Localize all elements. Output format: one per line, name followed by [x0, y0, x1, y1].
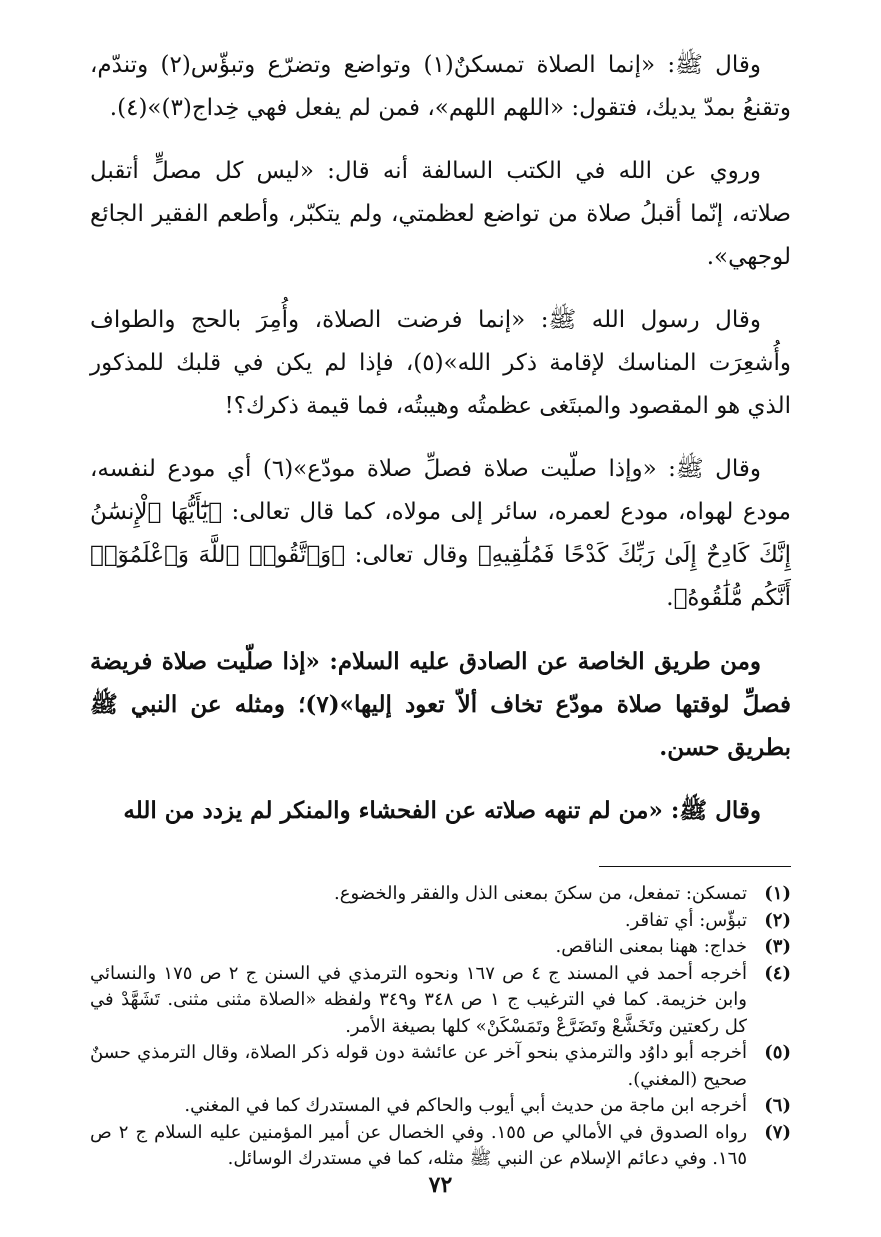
footnote-2 [90, 908, 791, 935]
footnote-number: (٢) [764, 909, 791, 931]
footnote-3 [90, 934, 791, 961]
page-number: ٧٢ [428, 1172, 453, 1198]
footnotes-list [90, 881, 791, 1173]
body-text [90, 44, 791, 832]
footnote-text: تبؤّس: أي تفاقر. [624, 909, 747, 931]
footnote-number: (١) [764, 883, 791, 904]
footnote-separator [599, 866, 791, 867]
paragraph-1: وقال ﷺ: «إنما الصلاة تمسكنٌ(١) وتواضع وتضرّع وتبؤّس(٢) وتندّم، وتقنعُ بمدّ يديك، فتقول: «اللهم اللهم»، فمن لم يفعل فهي خِداج(٣)»(٤). [90, 52, 791, 121]
footnote-text: أخرجه ابن ماجة من حديث أبي أيوب والحاكم في المستدرك كما في المغني. [184, 1095, 747, 1116]
paragraph-4: وقال ﷺ: «وإذا صلّيت صلاة فصلِّ صلاة مودّع»(٦) أي مودع لنفسه، مودع لهواه، مودع لعمره، سائر إلى مولاه، كما قال تعالى: ﴿يَٰٓأَيُّهَا ٱلْإِنسَٰنُ إِنَّكَ كَادِحٌ إِلَىٰ رَبِّكَ كَدْحًا فَمُلَٰقِيهِ﴾ وقال تعالى: ﴿وَٱتَّقُوا۟ ٱللَّهَ وَٱعْلَمُوٓا۟ أَنَّكُم مُّلَٰقُوهُ﴾. [90, 456, 791, 611]
footnote-text: خداج: ههنا بمعنى الناقص. [555, 936, 747, 957]
paragraph-2: وروي عن الله في الكتب السالفة أنه قال: «ليس كل مصلٍّ أتقبل صلاته، إنّما أقبلُ صلاة من تواضع لعظمتي، ولم يتكبّر، وأطعم الفقير الجائع لوجهي». [90, 158, 791, 270]
paragraph-3: وقال رسول الله ﷺ: «إنما فرضت الصلاة، وأُمِرَ بالحج والطواف وأُشعِرَت المناسك لإقامة ذكر الله»(٥)، فإذا لم يكن في قلبك للمذكور الذي هو المقصود والمبتَغى عظمتُه وهيبتُه، فما قيمة ذكرك؟! [90, 307, 791, 419]
footnote-text: أخرجه أبو داوُد والترمذي بنحو آخر عن عائشة دون قوله ذكر الصلاة، وقال الترمذي حسنٌ صحيح (المغني). [90, 1042, 747, 1090]
footnote-7 [90, 1120, 791, 1173]
footnote-4 [90, 961, 791, 1041]
document-page [90, 44, 791, 1197]
footnote-5 [90, 1040, 791, 1093]
footnote-number: (٧) [764, 1121, 791, 1143]
paragraph-5: ومن طريق الخاصة عن الصادق عليه السلام: «إذا صلّيت صلاة فريضة فصلِّ لوقتها صلاة مودّع تخاف ألاّ تعود إليها»(٧)؛ ومثله عن النبي ﷺ بطريق حسن. [90, 648, 791, 761]
footnote-text: تمسكن: تمفعل، من سكنَ بمعنى الذل والفقر والخضوع. [334, 883, 747, 904]
footnote-number: (٤) [764, 962, 791, 984]
paragraph-6: وقال ﷺ: «من لم تنهه صلاته عن الفحشاء والمنكر لم يزدد من الله [123, 797, 761, 824]
footnote-number: (٣) [764, 936, 791, 957]
footnote-number: (٥) [764, 1042, 791, 1063]
footnote-1 [90, 881, 791, 908]
footnote-6 [90, 1093, 791, 1120]
footnote-text: أخرجه أحمد في المسند ج ٤ ص ١٦٧ ونحوه الترمذي في السنن ج ٢ ص ١٧٥ والنسائي وابن خزيمة. كما في الترغيب ج ١ ص ٣٤٨ و٣٤٩ ولفظه «الصلاة مثنى مثنى. تَشَهَّدْ في كل ركعتين وتَخَشَّعْ وتَضَرَّعْ وتَمَسْكَنْ» كلها بصيغة الأمر. [90, 962, 747, 1037]
footnote-number: (٦) [764, 1095, 791, 1116]
footnote-text: رواه الصدوق في الأمالي ص ١٥٥. وفي الخصال عن أمير المؤمنين عليه السلام ج ٢ ص ١٦٥. وفي دعائم الإسلام عن النبي ﷺ مثله، كما في مستدرك الوسائل. [90, 1121, 748, 1169]
